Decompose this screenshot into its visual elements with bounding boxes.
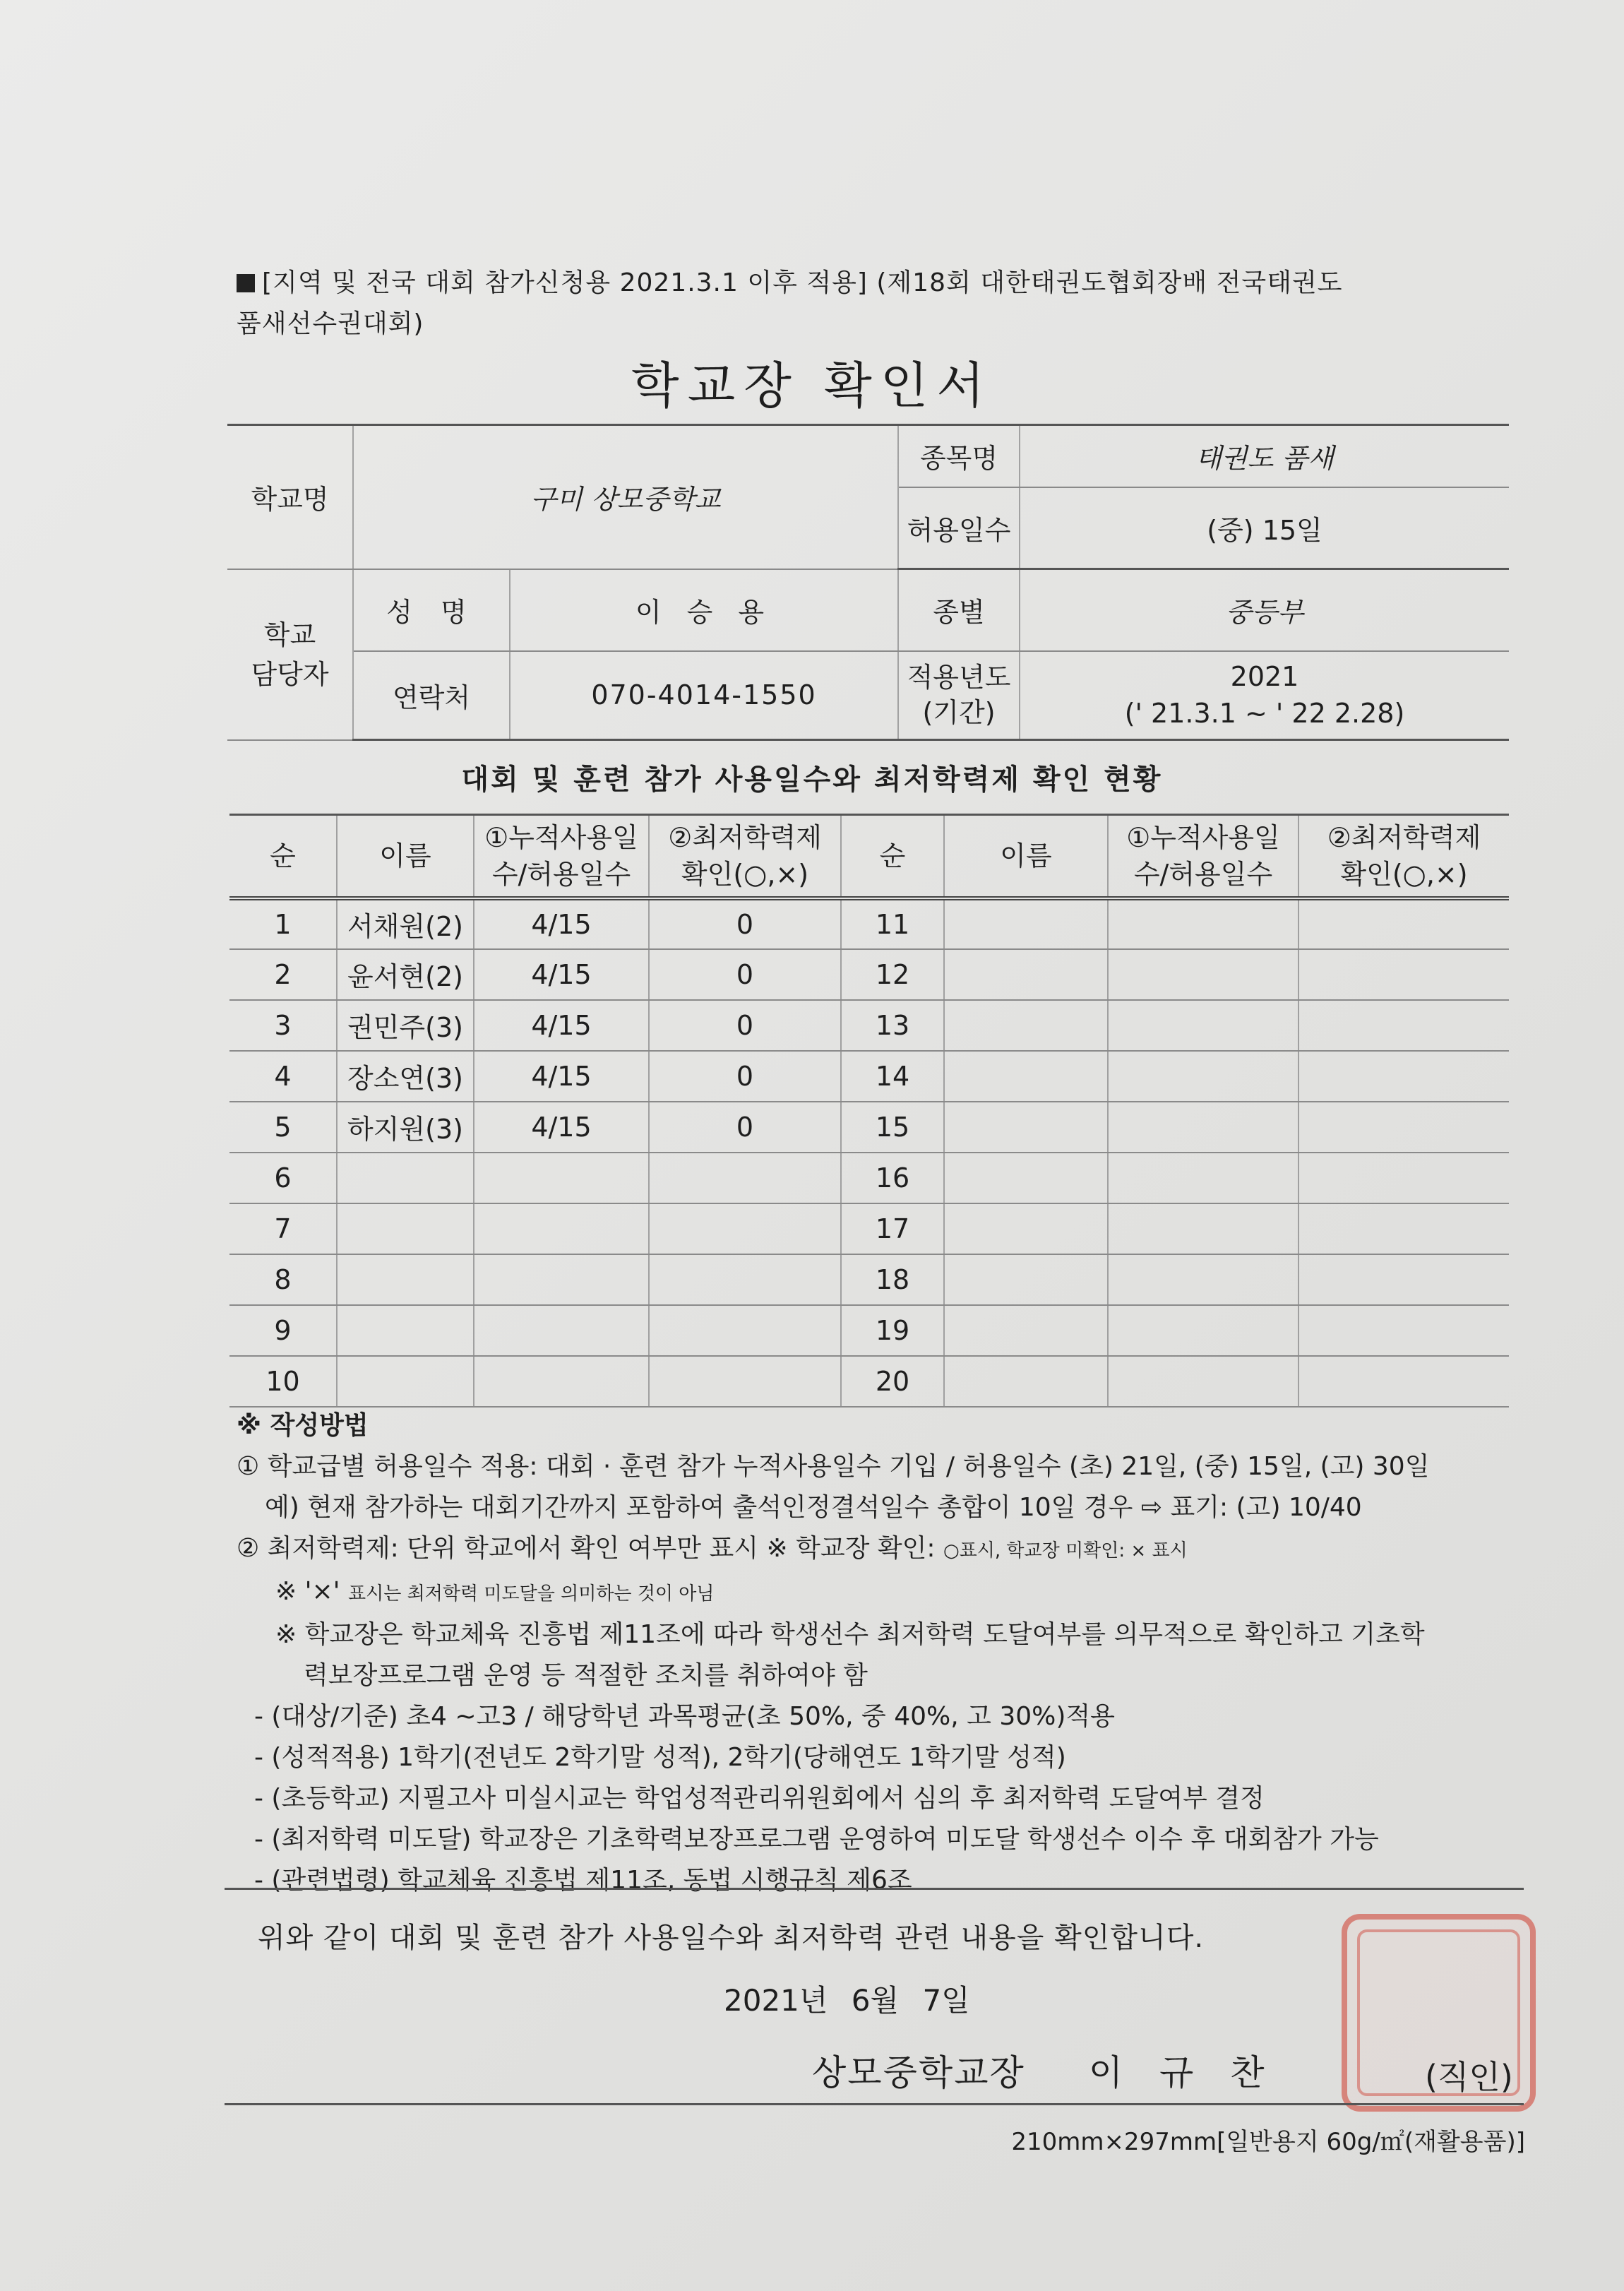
- period-label-2: (기간): [922, 697, 996, 729]
- col-check-1: ②최저학력제: [668, 821, 822, 853]
- row-name-2: [944, 949, 1108, 1000]
- confirm-statement: 위와 같이 대회 및 훈련 참가 사용일수와 최저학력 관련 내용을 확인합니다.: [258, 1922, 1205, 1954]
- row-no-2: 14: [841, 1051, 944, 1102]
- row-days-2: [1108, 1305, 1298, 1356]
- allowed-value: (중) 15일: [1020, 487, 1509, 569]
- row-check-2: [1298, 1254, 1509, 1305]
- row-check-2: [1298, 1102, 1509, 1153]
- table-row: [229, 1102, 1509, 1153]
- instructions: [237, 1405, 1522, 1901]
- row-days-2: [1108, 1102, 1298, 1153]
- row-name-2: [944, 1102, 1108, 1153]
- row-check: [649, 1153, 841, 1203]
- roster-header-row: [229, 815, 1509, 898]
- row-name-2: [944, 1153, 1108, 1203]
- row-name: 권민주(3): [337, 1000, 474, 1051]
- row-check: [649, 1203, 841, 1254]
- row-no-2: 17: [841, 1203, 944, 1254]
- col-check-b: [1298, 815, 1509, 898]
- table-row: [229, 1305, 1509, 1356]
- row-check-2: [1298, 1356, 1509, 1407]
- col-check-b-1: ②최저학력제: [1327, 821, 1481, 853]
- table-row: [229, 1203, 1509, 1254]
- note-4a: ※ 학교장은 학교체육 진흥법 제11조에 따라 학생선수 최저학력 도달여부를 의무적으로 확인하고 기초학: [275, 1620, 1425, 1649]
- row-no-2: 11: [841, 898, 944, 949]
- detail-2: - (성적적용) 1학기(전년도 2학기말 성적), 2학기(당해연도 1학기말 성적): [254, 1743, 1066, 1772]
- row-name: 윤서현(2): [337, 949, 474, 1000]
- row-days-2: [1108, 1000, 1298, 1051]
- row-name: [337, 1203, 474, 1254]
- col-days-b-2: 수/허용일수: [1133, 858, 1273, 890]
- row-no: 4: [229, 1051, 337, 1102]
- row-days-2: [1108, 1051, 1298, 1102]
- row-days: [474, 1203, 649, 1254]
- row-name-2: [944, 1051, 1108, 1102]
- table-row: [229, 1356, 1509, 1407]
- row-check: [649, 1356, 841, 1407]
- row-check-2: [1298, 898, 1509, 949]
- period-value-2: (' 21.3.1 ~ ' 22 2.28): [1124, 698, 1405, 730]
- row-check: 0: [649, 949, 841, 1000]
- note-4b: 력보장프로그램 운영 등 적절한 조치를 취하여야 함: [304, 1661, 868, 1690]
- row-days: 4/15: [474, 949, 649, 1000]
- col-no-2: 순: [841, 815, 944, 898]
- event-value: 태권도 품새: [1020, 425, 1509, 487]
- col-days-2: 수/허용일수: [491, 858, 631, 890]
- row-name: [337, 1254, 474, 1305]
- category-label: 종별: [898, 569, 1020, 651]
- note-1a: ① 학교급별 허용일수 적용: 대회 · 훈련 참가 누적사용일수 기입 / 허용일수 (초) 21일, (중) 15일, (고) 30일: [237, 1452, 1430, 1481]
- staff-label: [227, 569, 353, 740]
- staff-label-1: 학교: [263, 619, 316, 650]
- paper-spec-footer: 210mm×297mm[일반용지 60g/㎡(재활용품)]: [1011, 2128, 1525, 2156]
- row-days: 4/15: [474, 898, 649, 949]
- row-name: 서채원(2): [337, 898, 474, 949]
- row-name: 장소연(3): [337, 1051, 474, 1102]
- table-row: [229, 1254, 1509, 1305]
- square-bullet-icon: [237, 274, 255, 292]
- row-name-2: [944, 1305, 1108, 1356]
- allowed-label: 허용일수: [898, 487, 1020, 569]
- row-check: [649, 1305, 841, 1356]
- school-label: 학교명: [227, 425, 353, 569]
- row-name-2: [944, 1356, 1108, 1407]
- note-2b: ○표시, 학교장 미확인: × 표시: [943, 1540, 1188, 1561]
- row-no: 2: [229, 949, 337, 1000]
- row-no-2: 18: [841, 1254, 944, 1305]
- row-check-2: [1298, 1305, 1509, 1356]
- divider: [225, 2103, 1524, 2105]
- row-name: [337, 1356, 474, 1407]
- instructions-heading: ※ 작성방법: [237, 1411, 369, 1440]
- row-check: [649, 1254, 841, 1305]
- seal-label: (직인): [1425, 2058, 1513, 2096]
- row-name-2: [944, 1254, 1108, 1305]
- col-name-2: 이름: [944, 815, 1108, 898]
- staff-label-2: 담당자: [251, 658, 329, 690]
- contact-label: 연락처: [353, 651, 510, 740]
- row-no: 3: [229, 1000, 337, 1051]
- row-check: 0: [649, 898, 841, 949]
- row-no-2: 12: [841, 949, 944, 1000]
- note-2: [237, 1528, 1522, 1571]
- col-days: [474, 815, 649, 898]
- row-days: [474, 1254, 649, 1305]
- row-days: [474, 1356, 649, 1407]
- issue-date: 2021년 6월 7일: [724, 1983, 970, 2018]
- name-label: 성 명: [353, 569, 510, 651]
- note-1b: 예) 현재 참가하는 대회기간까지 포함하여 출석인정결석일수 총합이 10일 경우 ⇨ 표기: (고) 10/40: [265, 1493, 1362, 1522]
- divider: [225, 1888, 1524, 1890]
- note-3: [237, 1571, 1522, 1614]
- header-line-2: 품새선수권대회): [237, 309, 424, 338]
- document-title: 학교장 확인서: [631, 357, 993, 415]
- event-label: 종목명: [898, 425, 1020, 487]
- row-name: [337, 1305, 474, 1356]
- table-row: [229, 949, 1509, 1000]
- row-name-2: [944, 1000, 1108, 1051]
- row-days: [474, 1153, 649, 1203]
- table-row: [229, 1153, 1509, 1203]
- row-check: 0: [649, 1000, 841, 1051]
- row-no: 9: [229, 1305, 337, 1356]
- detail-5: - (관련법령) 학교체육 진흥법 제11조, 동법 시행규칙 제6조: [254, 1866, 912, 1895]
- name-value: 이 승 용: [510, 569, 898, 651]
- row-check: 0: [649, 1051, 841, 1102]
- header-line-1: [지역 및 전국 대회 참가신청용 2021.3.1 이후 적용] (제18회 대한태권도협회장배 전국태권도: [262, 268, 1343, 297]
- table-row: [229, 1051, 1509, 1102]
- col-check-2: 확인(○,×): [681, 858, 809, 890]
- period-value-1: 2021: [1230, 661, 1299, 693]
- table-row: [229, 1000, 1509, 1051]
- row-check-2: [1298, 1153, 1509, 1203]
- principal-name: 이 규 찬: [1088, 2052, 1277, 2093]
- form-header: [237, 263, 1507, 345]
- principal-title: 상모중학교장: [812, 2052, 1025, 2093]
- period-label-1: 적용년도: [907, 662, 1011, 694]
- category-value: 중등부: [1020, 569, 1509, 651]
- col-days-1: ①누적사용일: [484, 821, 638, 853]
- row-check-2: [1298, 949, 1509, 1000]
- row-no: 10: [229, 1356, 337, 1407]
- row-no-2: 13: [841, 1000, 944, 1051]
- row-days-2: [1108, 949, 1298, 1000]
- row-name-2: [944, 898, 1108, 949]
- row-days: 4/15: [474, 1000, 649, 1051]
- col-days-b: [1108, 815, 1298, 898]
- table-row: [229, 898, 1509, 949]
- row-name-2: [944, 1203, 1108, 1254]
- row-days-2: [1108, 898, 1298, 949]
- row-no-2: 15: [841, 1102, 944, 1153]
- row-check-2: [1298, 1051, 1509, 1102]
- row-days-2: [1108, 1203, 1298, 1254]
- detail-1: - (대상/기준) 초4 ~고3 / 해당학년 과목평균(초 50%, 중 40%, 고 30%)적용: [254, 1702, 1115, 1731]
- note-3a: ※ '×': [275, 1577, 349, 1606]
- contact-value: 070-4014-1550: [510, 651, 898, 740]
- row-name: [337, 1153, 474, 1203]
- note-2a: ② 최저학력제: 단위 학교에서 확인 여부만 표시 ※ 학교장 확인:: [237, 1534, 943, 1563]
- detail-4: - (최저학력 미도달) 학교장은 기초학력보장프로그램 운영하여 미도달 학생선수 이수 후 대회참가 가능: [254, 1825, 1379, 1854]
- row-check-2: [1298, 1203, 1509, 1254]
- row-name: 하지원(3): [337, 1102, 474, 1153]
- row-days-2: [1108, 1356, 1298, 1407]
- principal-signature: [812, 2045, 1277, 2095]
- row-no: 5: [229, 1102, 337, 1153]
- col-no: 순: [229, 815, 337, 898]
- row-no-2: 19: [841, 1305, 944, 1356]
- row-no-2: 20: [841, 1356, 944, 1407]
- period-label: [898, 651, 1020, 740]
- col-days-b-1: ①누적사용일: [1126, 821, 1280, 853]
- row-no-2: 16: [841, 1153, 944, 1203]
- period-value: [1020, 651, 1509, 740]
- detail-3: - (초등학교) 지필고사 미실시교는 학업성적관리위원회에서 심의 후 최저학력 도달여부 결정: [254, 1784, 1265, 1813]
- col-name: 이름: [337, 815, 474, 898]
- row-days-2: [1108, 1153, 1298, 1203]
- row-no: 6: [229, 1153, 337, 1203]
- row-days: 4/15: [474, 1051, 649, 1102]
- row-no: 7: [229, 1203, 337, 1254]
- school-value: 구미 상모중학교: [353, 425, 898, 569]
- row-days: [474, 1305, 649, 1356]
- info-table: [227, 424, 1509, 741]
- note-3b: 표시는 최저학력 미도달을 의미하는 것이 아님: [348, 1583, 715, 1605]
- section-title: 대회 및 훈련 참가 사용일수와 최저학력제 확인 현황: [461, 763, 1163, 796]
- row-check: 0: [649, 1102, 841, 1153]
- col-check: [649, 815, 841, 898]
- row-days-2: [1108, 1254, 1298, 1305]
- row-no: 1: [229, 898, 337, 949]
- row-no: 8: [229, 1254, 337, 1305]
- row-check-2: [1298, 1000, 1509, 1051]
- row-days: 4/15: [474, 1102, 649, 1153]
- col-check-b-2: 확인(○,×): [1340, 858, 1468, 890]
- roster-table: [229, 814, 1509, 1408]
